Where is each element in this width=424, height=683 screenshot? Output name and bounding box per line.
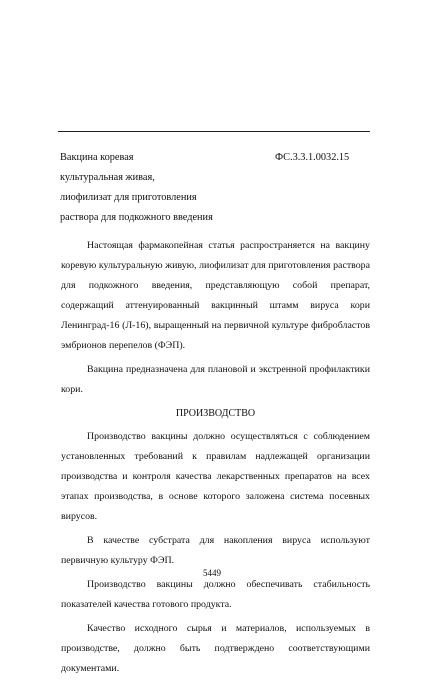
intro-paragraph-purpose: Вакцина предназначена для плановой и экстренной профилактики кори. bbox=[61, 364, 370, 395]
production-paragraph-1: Производство вакцины должно осуществляться с соблюдением установленных требований к правилам надлежащей организации производства и контроля качества лекарственных препаратов на всех этапах производства, в основе которого заложена система посевных вирусов. bbox=[61, 431, 370, 522]
document-body bbox=[61, 236, 370, 683]
title-line-1: Вакцина коревая bbox=[60, 152, 134, 163]
title-line-2: культуральная живая, bbox=[60, 172, 155, 183]
production-paragraph-2: В качестве субстрата для накопления вируса используют первичную культуру ФЭП. bbox=[61, 535, 370, 566]
section-heading-production: ПРОИЗВОДСТВО bbox=[175, 408, 256, 419]
header-rule bbox=[58, 131, 370, 132]
production-paragraph-4: Качество исходного сырья и материалов, используемых в производстве, должно быть подтверждено соответствующими документами. bbox=[61, 623, 370, 674]
intro-paragraph-scope: Настоящая фармакопейная статья распространяется на вакцину коревую культуральную живую, лиофилизат для приготовления раствора для подкожного введения, представляющую собой препарат, содержащий аттенуированный вакцинный штамм вируса кори Ленинград-16 (Л-16), выращенный на первичной культуре фибробластов эмбрионов перепелов (ФЭП). bbox=[61, 240, 370, 351]
title-line-4: раствора для подкожного введения bbox=[60, 212, 213, 223]
page-number: 5449 bbox=[203, 568, 221, 578]
title-line-3: лиофилизат для приготовления bbox=[60, 192, 197, 203]
production-paragraph-3: Производство вакцины должно обеспечивать стабильность показателей качества готового продукта. bbox=[61, 579, 370, 610]
monograph-code: ФС.3.3.1.0032.15 bbox=[275, 152, 350, 163]
monograph-title bbox=[60, 148, 280, 228]
